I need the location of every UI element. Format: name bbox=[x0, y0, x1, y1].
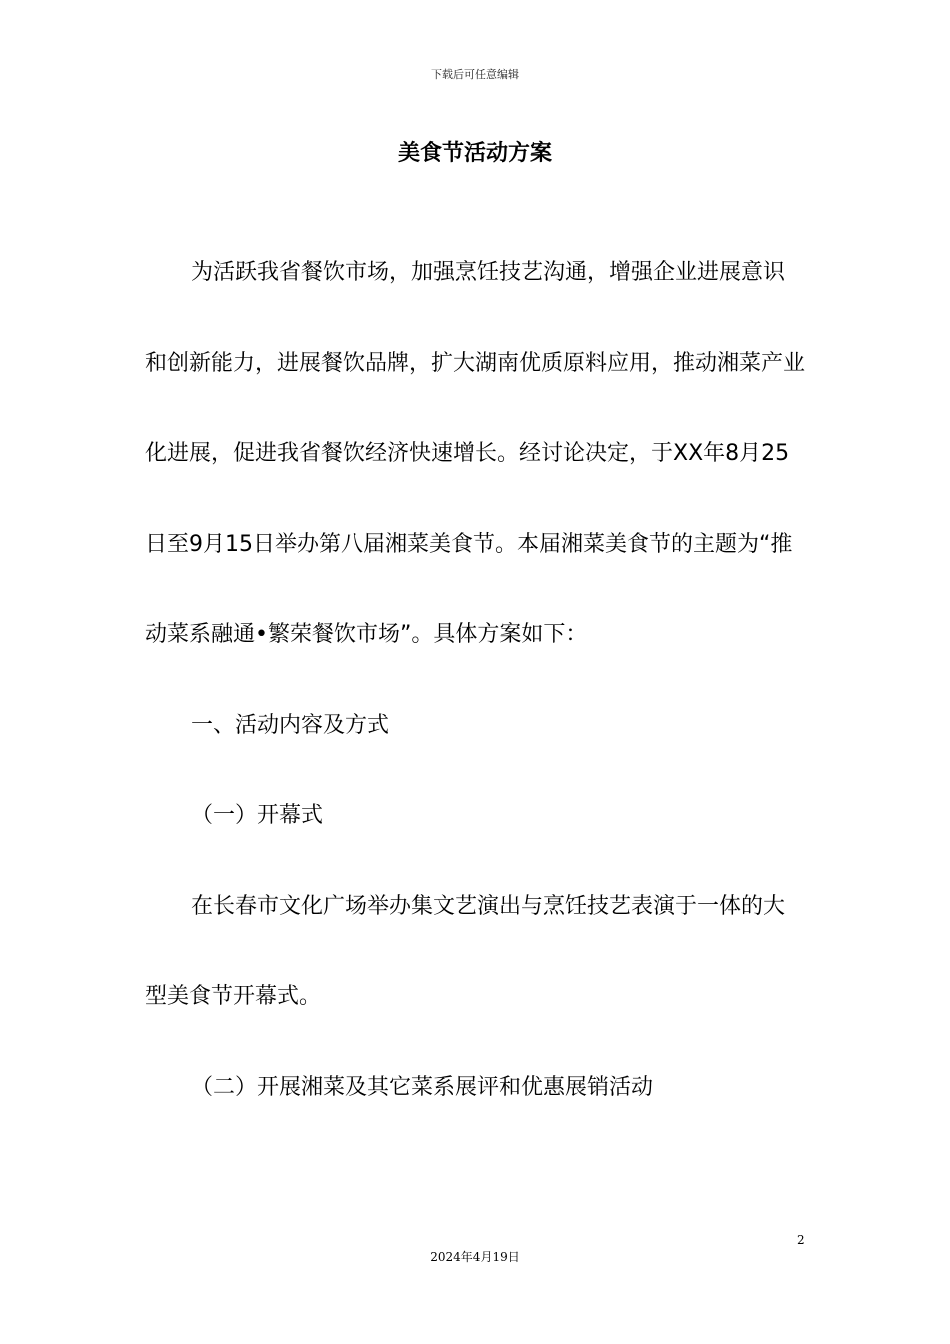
page-number: 2 bbox=[797, 1233, 805, 1247]
page-header-note: 下载后可任意编辑 bbox=[431, 68, 519, 81]
intro-paragraph: 为活跃我省餐饮市场，加强烹饪技艺沟通，增强企业进展意识和创新能力，进展餐饮品牌，扩大湖南优质原料应用，推动湘菜产业化进展，促进我省餐饮经济快速增长。经讨论决定，于XX年8月25日至9月15日举办第八届湘菜美食节。本届湘菜美食节的主题为“推动菜系融通•繁荣餐饮市场”。具体方案如下： bbox=[145, 260, 806, 647]
document-title: 美食节活动方案 bbox=[397, 141, 552, 166]
subsection-heading-1: （一）开幕式 bbox=[191, 803, 324, 828]
document-body bbox=[145, 228, 805, 1133]
footer-date: 2024年4月19日 bbox=[430, 1250, 520, 1264]
subsection-heading-2: （二）开展湘菜及其它菜系展评和优惠展销活动 bbox=[191, 1074, 654, 1100]
section-heading-1: 一、活动内容及方式 bbox=[191, 712, 390, 738]
opening-ceremony-paragraph: 在长春市文化广场举办集文艺演出与烹饪技艺表演于一体的大型美食节开幕式。 bbox=[145, 893, 786, 1009]
